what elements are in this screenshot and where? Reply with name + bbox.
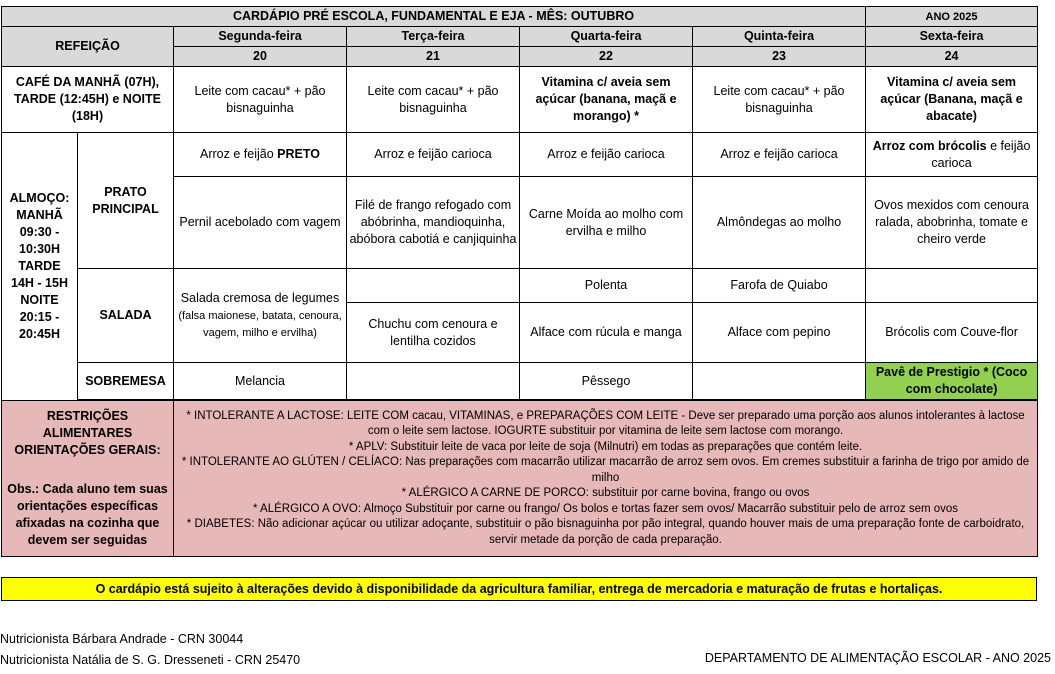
- rice-mon: Arroz e feijão PRETO: [174, 133, 347, 177]
- main-fri: Ovos mexidos com cenoura ralada, abobrinha, tomate e cheiro verde: [866, 177, 1038, 269]
- restriction-diabetes: * DIABETES: Não adicionar açúcar ou utilizar adoçante, substituir o pão bisnaguinha por pão integral, quando houver mais de uma preparação fonte de carboidrato, servir metade da porção de cada preparação.: [186, 518, 1025, 546]
- restriction-gluten: * INTOLERANTE AO GLÚTEN / CELÍACO: Nas preparações com macarrão utilizar macarrão de arroz sem ovos. Em cremes substituir a farinha de trigo por amido de milho: [181, 456, 1030, 484]
- dessert-tue: [347, 363, 520, 400]
- main-wed: Carne Moída ao molho com ervilha e milho: [520, 177, 693, 269]
- year-label: ANO 2025: [866, 7, 1038, 27]
- day-date-mon: 20: [174, 47, 347, 67]
- restriction-pork: * ALÉRGICO A CARNE DE PORCO: substituir por carne bovina, frango ou ovos: [401, 487, 810, 500]
- salad-tue: Chuchu com cenoura e lentilha cozidos: [347, 303, 520, 363]
- sobremesa-label: SOBREMESA: [78, 363, 174, 400]
- rice-wed: Arroz e feijão carioca: [520, 133, 693, 177]
- restriction-egg: * ALÉRGICO A OVO: Almoço Substituir por carne ou frango/ Os bolos e tortas fazer sem ovos/ Macarrão substituir pelo de arroz sem ovos: [253, 502, 959, 515]
- salad-wed: Alface com rúcula e manga: [520, 303, 693, 363]
- rice-tue: Arroz e feijão carioca: [347, 133, 520, 177]
- main-mon: Pernil acebolado com vagem: [174, 177, 347, 269]
- department-label: DEPARTAMENTO DE ALIMENTAÇÃO ESCOLAR - ANO 2025: [704, 651, 1051, 665]
- salad-thu: Alface com pepino: [693, 303, 866, 363]
- refeicao-header: REFEIÇÃO: [2, 27, 174, 67]
- cafe-thu: Leite com cacau* + pão bisnaguinha: [693, 67, 866, 133]
- restriction-lactose: * INTOLERANTE A LACTOSE: LEITE COM cacau, VITAMINAS, e PREPARAÇÕES COM LEITE - Deve ser preparado uma porção aos alunos intolerantes à lactose com o leite sem lactose. IOGURTE substituir por vitamina de leite sem lactose com morango.: [186, 409, 1025, 438]
- cafe-tue: Leite com cacau* + pão bisnaguinha: [347, 67, 520, 133]
- cafe-mon: Leite com cacau* + pão bisnaguinha: [174, 67, 347, 133]
- nutritionist-1: Nutricionista Bárbara Andrade - CRN 30044: [0, 632, 244, 646]
- day-name-mon: Segunda-feira: [174, 27, 347, 47]
- dessert-fri: Pavê de Prestigio * (Coco com chocolate): [866, 363, 1038, 400]
- restriction-aplv: * APLV: Substituir leite de vaca por leite de soja (Milnutri) em todas as preparações que contém leite.: [348, 440, 863, 453]
- restrictions-label: RESTRIÇÕES ALIMENTARES ORIENTAÇÕES GERAIS: Obs.: Cada aluno tem suas orientações específicas afixadas na cozinha que devem ser seguidas: [2, 401, 174, 557]
- side-wed: Polenta: [520, 269, 693, 303]
- day-date-tue: 21: [347, 47, 520, 67]
- day-date-fri: 24: [866, 47, 1038, 67]
- dessert-mon: Melancia: [174, 363, 347, 400]
- day-name-wed: Quarta-feira: [520, 27, 693, 47]
- day-name-fri: Sexta-feira: [866, 27, 1038, 47]
- almoco-label: ALMOÇO: MANHÃ 09:30 - 10:30H TARDE 14H - 15H NOITE 20:15 - 20:45H: [2, 133, 78, 401]
- side-thu: Farofa de Quiabo: [693, 269, 866, 303]
- rice-fri: Arroz com brócolis e feijão carioca: [866, 133, 1038, 177]
- page-title: CARDÁPIO PRÉ ESCOLA, FUNDAMENTAL E EJA - MÊS: OUTUBRO: [2, 7, 866, 27]
- prato-principal-label: PRATO PRINCIPAL: [78, 133, 174, 269]
- salad-fri: Brócolis com Couve-flor: [866, 303, 1038, 363]
- day-name-tue: Terça-feira: [347, 27, 520, 47]
- salada-label: SALADA: [78, 269, 174, 363]
- notice-banner: O cardápio está sujeito à alterações devido à disponibilidade da agricultura familiar, entrega de mercadoria e maturação de frutas e hortaliças.: [1, 577, 1037, 601]
- dessert-wed: Pêssego: [520, 363, 693, 400]
- cafe-wed: Vitamina c/ aveia sem açúcar (banana, maçã e morango) *: [520, 67, 693, 133]
- nutritionist-2: Nutricionista Natália de S. G. Dresseneti - CRN 25470: [0, 653, 301, 667]
- day-name-thu: Quinta-feira: [693, 27, 866, 47]
- day-date-wed: 22: [520, 47, 693, 67]
- cafe-label: CAFÉ DA MANHÃ (07H), TARDE (12:45H) e NOITE (18H): [2, 67, 174, 133]
- main-thu: Almôndegas ao molho: [693, 177, 866, 269]
- side-fri: [866, 269, 1038, 303]
- restrictions-text: [174, 401, 1038, 557]
- side-tue: [347, 269, 520, 303]
- day-date-thu: 23: [693, 47, 866, 67]
- menu-table: [1, 6, 1038, 557]
- dessert-thu: [693, 363, 866, 400]
- rice-thu: Arroz e feijão carioca: [693, 133, 866, 177]
- salad-mon: Salada cremosa de legumes (falsa maionese, batata, cenoura, vagem, milho e ervilha): [174, 269, 347, 363]
- main-tue: Filé de frango refogado com abóbrinha, mandioquinha, abóbora cabotiá e canjiquinha: [347, 177, 520, 269]
- cafe-fri: Vitamina c/ aveia sem açúcar (Banana, maçã e abacate): [866, 67, 1038, 133]
